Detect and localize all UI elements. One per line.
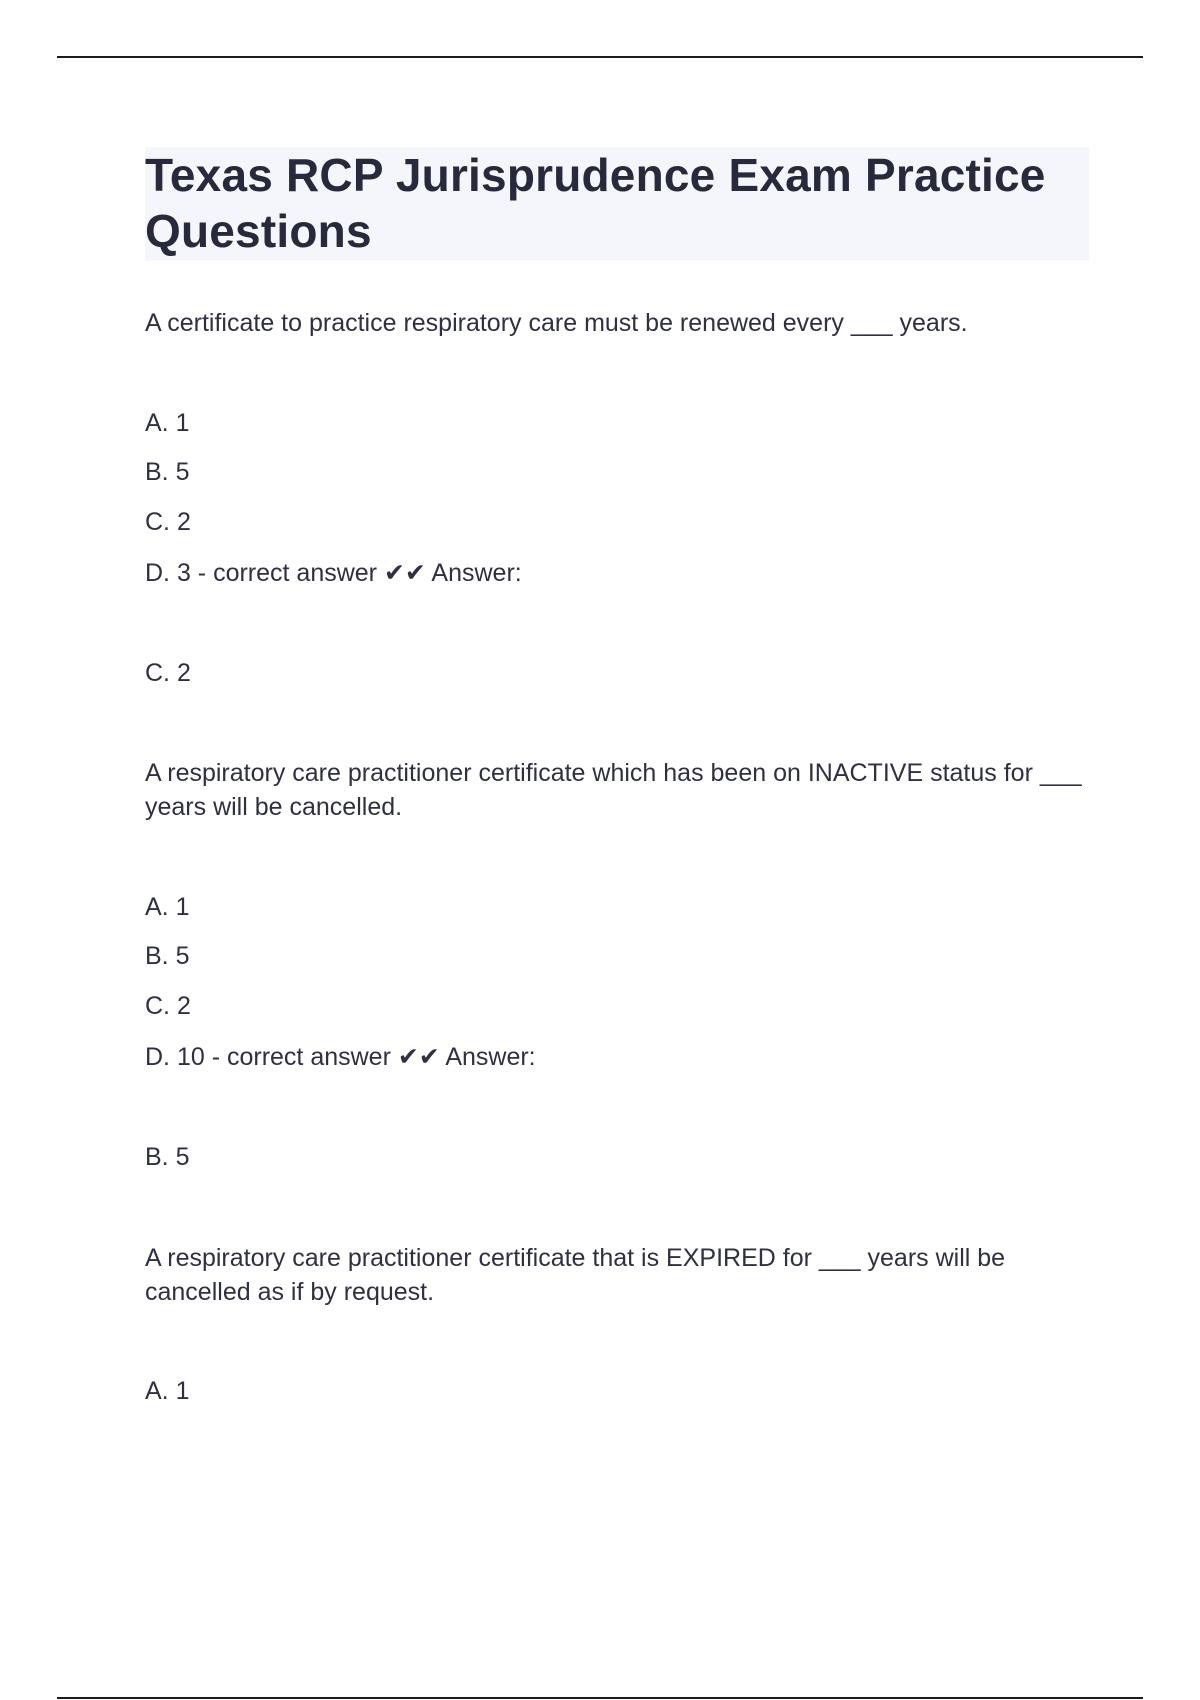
top-divider [57, 56, 1143, 58]
question-3-prompt: A respiratory care practitioner certificate that is EXPIRED for ___ years will be cancelled as if by request. [145, 1244, 1006, 1306]
question-2-answer: B. 5 [145, 1143, 190, 1171]
question-1-option-a: A. 1 [145, 409, 190, 437]
question-1-answer: C. 2 [145, 659, 191, 687]
question-2-prompt: A respiratory care practitioner certificate which has been on INACTIVE status for ___ years will be cancelled. [145, 759, 1082, 821]
question-1-option-b: B. 5 [145, 458, 190, 486]
bottom-divider [57, 1697, 1143, 1699]
question-1-prompt: A certificate to practice respiratory care must be renewed every ___ years. [145, 309, 968, 337]
question-2-option-a: A. 1 [145, 893, 190, 921]
question-1-option-d: D. 3 - correct answer ✔✔ Answer: [145, 559, 522, 587]
question-1-option-c: C. 2 [145, 508, 191, 536]
question-2-option-d: D. 10 - correct answer ✔✔ Answer: [145, 1043, 536, 1071]
question-2-option-b: B. 5 [145, 942, 190, 970]
question-2-option-c: C. 2 [145, 992, 191, 1020]
page-title: Texas RCP Jurisprudence Exam Practice Questions [145, 149, 1046, 257]
title-block [145, 147, 1089, 261]
question-3-option-a: A. 1 [145, 1377, 190, 1405]
